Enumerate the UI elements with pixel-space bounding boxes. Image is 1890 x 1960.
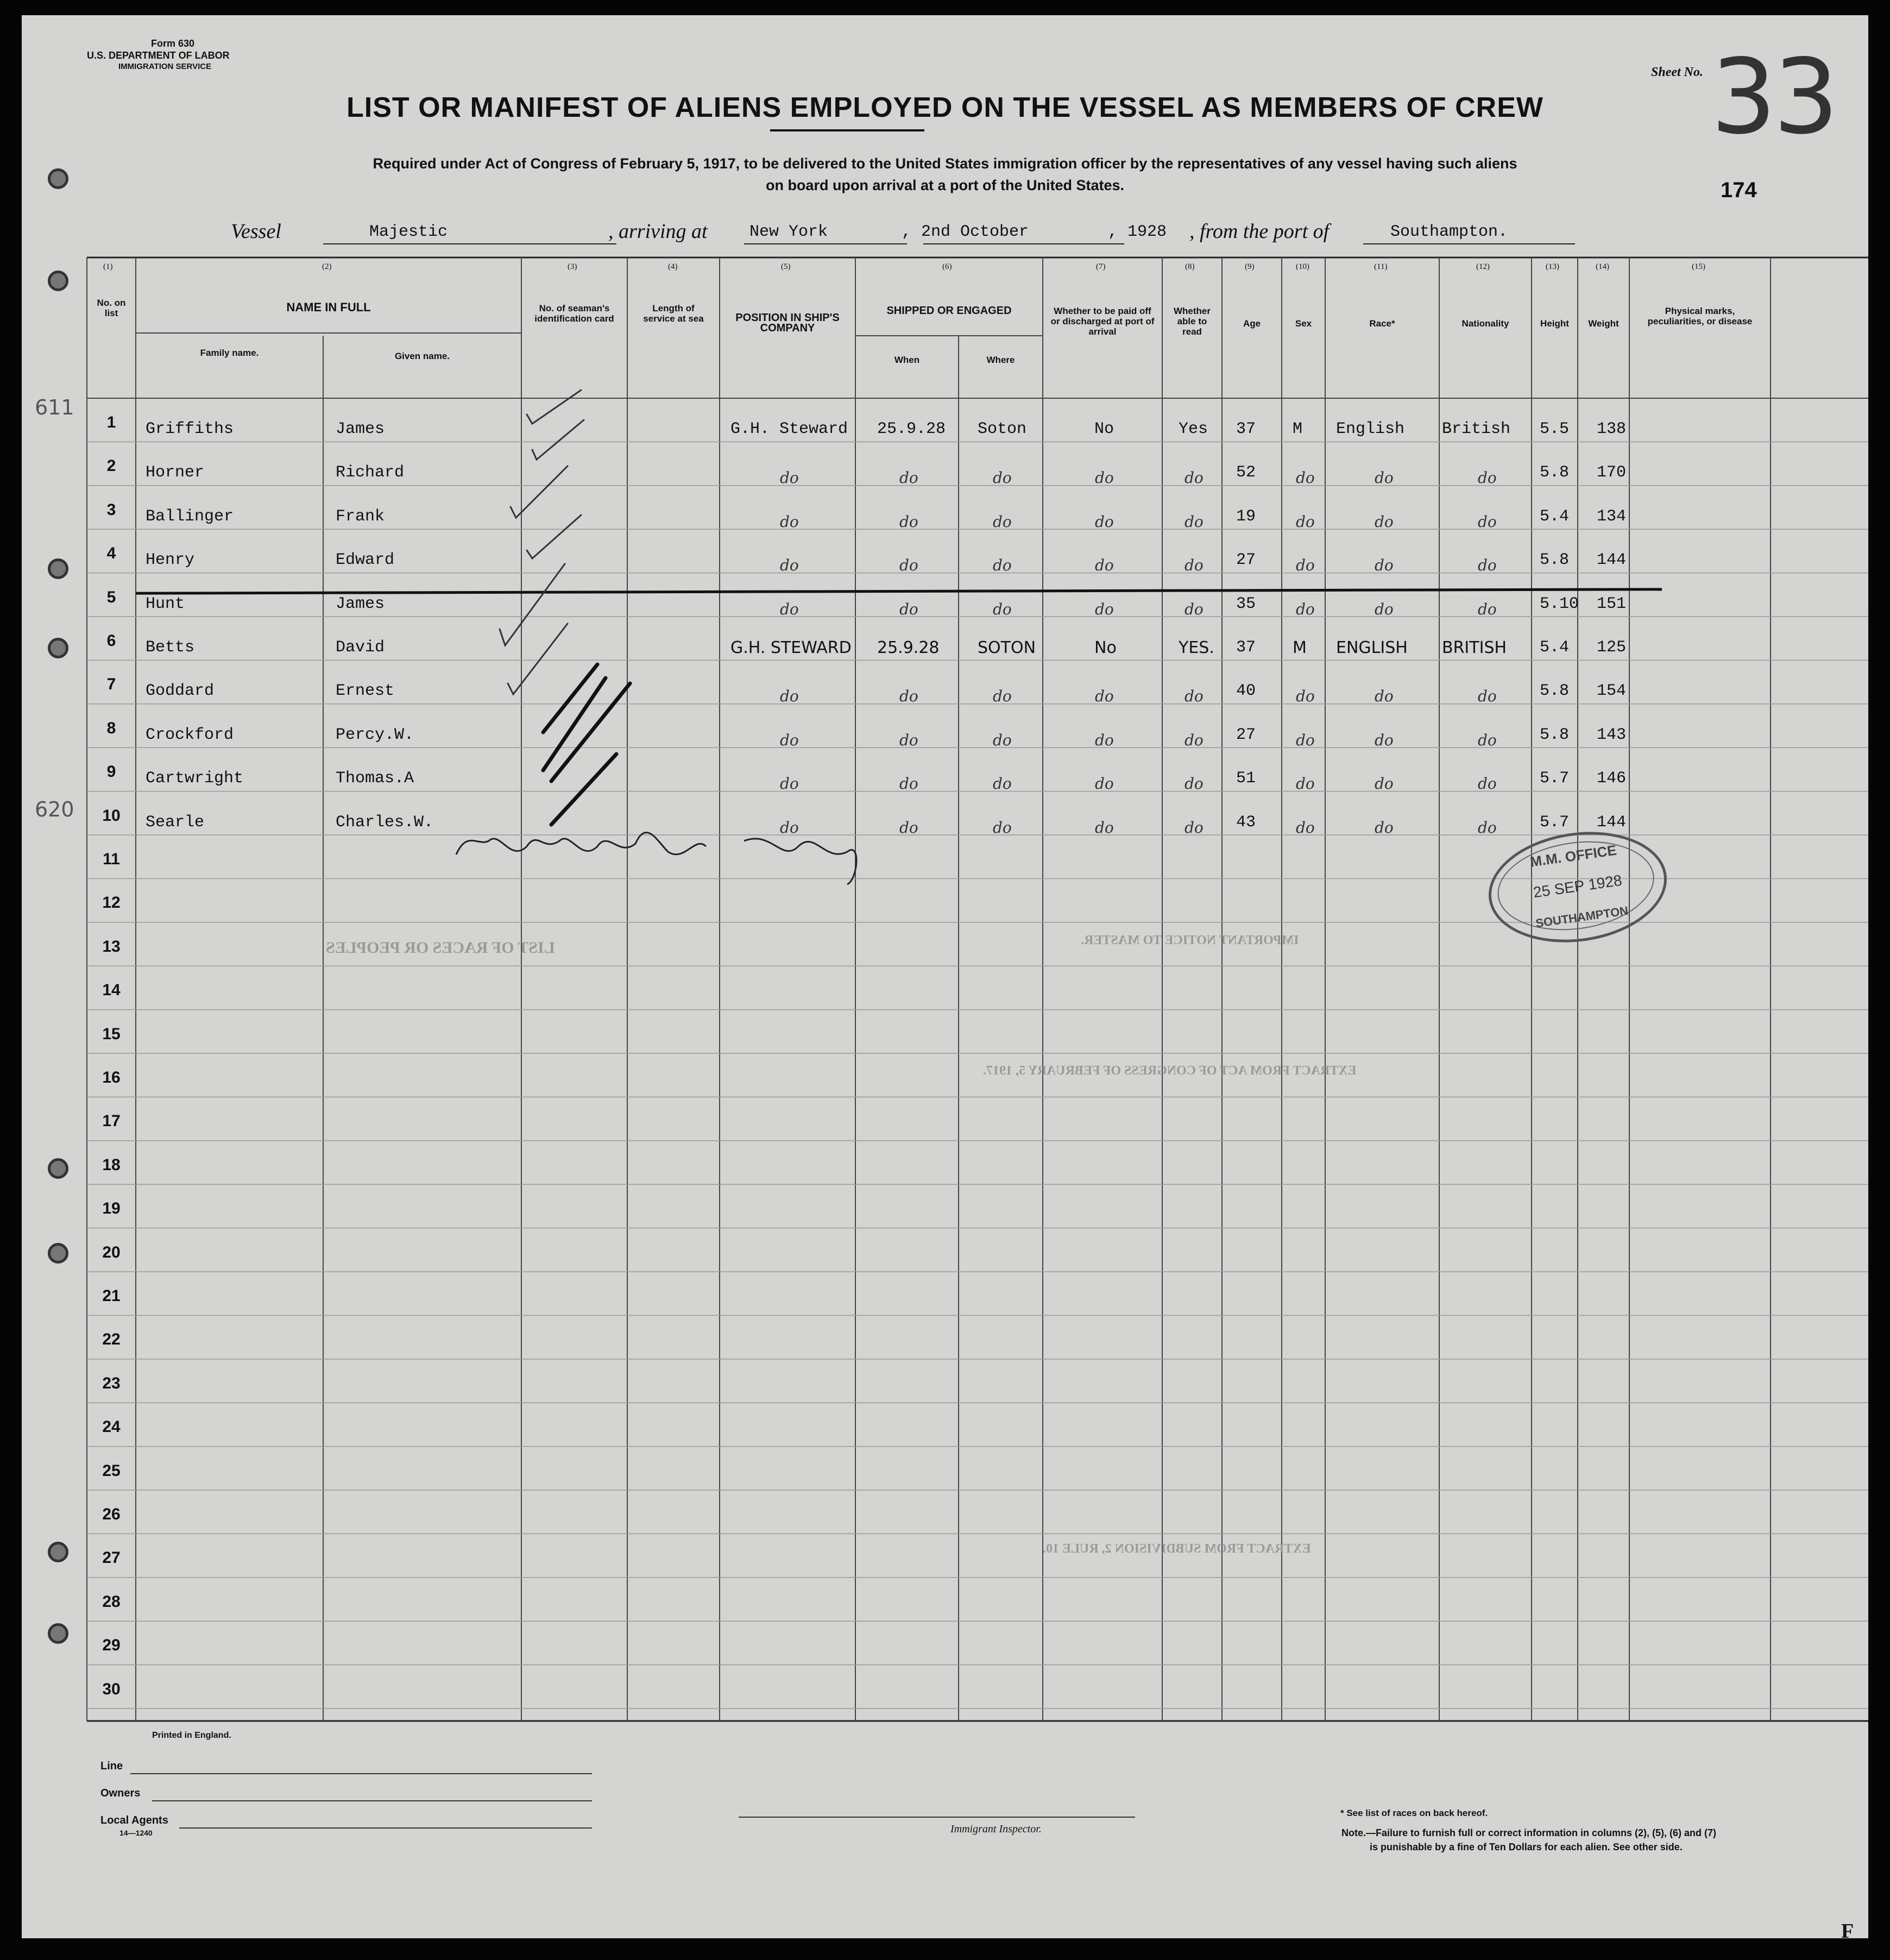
- crew-given: Percy.W.: [336, 725, 414, 744]
- crew-nationality: do: [1478, 687, 1497, 706]
- margin-note-bottom: 620: [35, 797, 74, 821]
- header-family-name: Family name.: [200, 348, 259, 358]
- crew-position: do: [780, 687, 799, 706]
- crew-age: 40: [1236, 682, 1256, 701]
- crew-when: do: [899, 731, 918, 749]
- crew-race: do: [1375, 556, 1394, 575]
- header-physical: Physical marks, peculiarities, or disease: [1647, 306, 1753, 326]
- crew-paid: do: [1095, 512, 1114, 531]
- row-number: 20: [102, 1243, 121, 1261]
- crew-when: do: [899, 818, 918, 837]
- header-paid-off: Whether to be paid off or discharged at port of arrival: [1050, 306, 1155, 337]
- crew-where: Soton: [978, 420, 1027, 438]
- form-title: LIST OR MANIFEST OF ALIENS EMPLOYED ON THE VESSEL AS MEMBERS OF CREW: [346, 92, 1544, 123]
- row-number: 27: [102, 1549, 121, 1567]
- crew-where: do: [993, 556, 1012, 575]
- row-number: 11: [103, 850, 120, 868]
- crew-age: 51: [1236, 769, 1256, 788]
- penalty-note-1: Note.—Failure to furnish full or correct information in columns (2), (5), (6) and (7): [1341, 1827, 1717, 1838]
- crew-where: do: [993, 600, 1012, 618]
- row-number: 25: [102, 1461, 121, 1480]
- owners-underline: [152, 1800, 592, 1801]
- col-num-10: (10): [1296, 262, 1309, 271]
- arriving-label: , arriving at: [608, 220, 708, 243]
- manifest-sheet: [22, 15, 1868, 1938]
- inspector-label: Immigrant Inspector.: [950, 1823, 1042, 1835]
- crew-read: do: [1185, 818, 1204, 837]
- header-able-read: Whether able to read: [1174, 306, 1211, 337]
- arrival-year: , 1928: [1108, 223, 1167, 241]
- crew-age: 43: [1236, 813, 1256, 832]
- page-number: 174: [1721, 178, 1757, 202]
- header-no-on-list: No. on list: [97, 298, 126, 318]
- crew-where: do: [993, 818, 1012, 837]
- crew-sex: do: [1296, 731, 1315, 749]
- crew-height: 5.8: [1540, 463, 1570, 482]
- crew-paid: do: [1095, 818, 1114, 837]
- crew-age: 35: [1236, 594, 1256, 613]
- bleed-through-heading-3: EXTRACT FROM SUBDIVISION 2, RULE 10.: [1043, 1542, 1311, 1556]
- row-number: 10: [102, 806, 121, 825]
- crew-paid: do: [1095, 731, 1114, 749]
- bleed-through-heading-1: IMPORTANT NOTICE TO MASTER.: [1081, 933, 1299, 947]
- header-weight: Weight: [1588, 318, 1619, 329]
- col-num-5: (5): [781, 262, 791, 271]
- row-number: 8: [106, 719, 116, 737]
- header-length-service: Length of service at sea: [643, 303, 704, 324]
- crew-family: Hunt: [146, 594, 185, 613]
- crew-weight: 125: [1597, 638, 1627, 657]
- printed-in: Printed in England.: [152, 1731, 231, 1740]
- row-number: 18: [102, 1155, 121, 1174]
- crew-age: 52: [1236, 463, 1256, 482]
- crew-family: Griffiths: [146, 420, 234, 438]
- crew-weight: 151: [1597, 594, 1627, 613]
- crew-where: do: [993, 469, 1012, 487]
- row-number: 29: [102, 1636, 121, 1655]
- row-number: 16: [102, 1069, 121, 1086]
- corner-mark: F: [1841, 1920, 1854, 1938]
- crew-nationality: BRITISH: [1442, 638, 1507, 657]
- crew-given: Edward: [336, 551, 395, 570]
- crew-position: do: [780, 556, 799, 575]
- crew-read: do: [1185, 600, 1204, 618]
- crew-race: do: [1375, 818, 1394, 837]
- header-when: When: [894, 355, 920, 365]
- row-number: 19: [102, 1199, 121, 1218]
- row-number: 22: [102, 1330, 121, 1349]
- crew-nationality: British: [1442, 420, 1511, 438]
- crew-when: do: [899, 469, 918, 487]
- header-given-name: Given name.: [394, 351, 450, 361]
- crew-age: 19: [1236, 507, 1256, 526]
- crew-height: 5.7: [1540, 769, 1570, 788]
- margin-note-top: 611: [35, 395, 74, 419]
- crew-age: 37: [1236, 638, 1256, 657]
- crew-nationality: do: [1478, 469, 1497, 487]
- crew-paid: do: [1095, 469, 1114, 487]
- bleed-through-heading-4: LIST OF RACES OR PEOPLES: [326, 939, 555, 957]
- crew-position: G.H. STEWARD: [730, 638, 852, 657]
- row-number: 6: [106, 632, 116, 650]
- crew-height: 5.8: [1540, 682, 1570, 701]
- crew-sex: do: [1296, 687, 1315, 706]
- crew-family: Henry: [146, 551, 195, 570]
- crew-sex: M: [1293, 638, 1307, 657]
- row-number: 12: [102, 894, 121, 912]
- col-num-6: (6): [942, 262, 952, 271]
- row-number: 7: [106, 675, 116, 694]
- crew-when: do: [899, 687, 918, 706]
- crew-read: do: [1185, 512, 1204, 531]
- row-number: 9: [106, 763, 116, 781]
- check-marks: [22, 15, 1868, 1938]
- inspector-underline: [739, 1817, 1135, 1818]
- crew-age: 37: [1236, 420, 1256, 438]
- crew-position: do: [780, 775, 799, 793]
- arrival-date: , 2nd October: [902, 223, 1029, 241]
- crew-family: Ballinger: [146, 507, 234, 526]
- stamp-date: 25 SEP 1928: [1532, 871, 1623, 901]
- crew-nationality: do: [1478, 556, 1497, 575]
- crew-height: 5.4: [1540, 507, 1570, 526]
- crew-height: 5.5: [1540, 420, 1570, 438]
- row-number: 13: [102, 937, 121, 956]
- crew-position: do: [780, 731, 799, 749]
- row-number: 23: [102, 1374, 121, 1392]
- crew-when: do: [899, 775, 918, 793]
- header-shipped: SHIPPED OR ENGAGED: [886, 305, 1012, 317]
- col-num-1: (1): [103, 262, 113, 271]
- crew-when: 25.9.28: [877, 420, 946, 438]
- crew-nationality: do: [1478, 600, 1497, 618]
- bleed-through-heading-2: EXTRACT FROM ACT OF CONGRESS OF FEBRUARY 5, 1917.: [983, 1064, 1357, 1078]
- row-number: 4: [106, 544, 116, 563]
- crew-race: do: [1375, 775, 1394, 793]
- row-number: 30: [102, 1680, 121, 1698]
- form-subtitle-2: on board upon arrival at a port of the United States.: [765, 177, 1125, 193]
- crew-position: do: [780, 512, 799, 531]
- form-number: Form 630: [151, 38, 195, 49]
- stamp-office: M.M. OFFICE: [1529, 841, 1618, 870]
- crew-sex: do: [1296, 775, 1315, 793]
- header-nationality: Nationality: [1461, 318, 1509, 329]
- col-num-15: (15): [1692, 262, 1705, 271]
- col-num-9: (9): [1245, 262, 1255, 271]
- crew-weight: 138: [1597, 420, 1627, 438]
- crew-height: 5.10: [1540, 594, 1579, 613]
- row-number: 3: [106, 500, 116, 519]
- crew-paid: do: [1095, 556, 1114, 575]
- crew-read: do: [1185, 556, 1204, 575]
- row-number: 15: [102, 1025, 121, 1043]
- col-num-3: (3): [568, 262, 577, 271]
- crew-given: David: [336, 638, 385, 657]
- row-number: 5: [106, 588, 116, 606]
- vessel-name: Majestic: [369, 223, 448, 241]
- crew-given: Richard: [336, 463, 405, 482]
- crew-where: do: [993, 775, 1012, 793]
- crew-family: Searle: [146, 813, 205, 832]
- crew-race: ENGLISH: [1336, 638, 1408, 657]
- departure-port: Southampton.: [1390, 223, 1508, 241]
- crew-weight: 170: [1597, 463, 1627, 482]
- crew-sex: do: [1296, 600, 1315, 618]
- crew-race: do: [1375, 687, 1394, 706]
- from-label: , from the port of: [1189, 220, 1330, 243]
- header-height: Height: [1540, 318, 1569, 329]
- crew-position: G.H. Steward: [730, 420, 848, 438]
- footer-code: 14—1240: [119, 1829, 153, 1837]
- col-num-14: (14): [1596, 262, 1609, 271]
- crew-family: Crockford: [146, 725, 234, 744]
- crew-height: 5.4: [1540, 638, 1570, 657]
- crew-height: 5.8: [1540, 551, 1570, 570]
- header-age: Age: [1243, 318, 1261, 329]
- crew-weight: 144: [1597, 813, 1627, 832]
- crew-where: do: [993, 731, 1012, 749]
- crew-paid: No: [1094, 420, 1114, 438]
- footer-agents-label: Local Agents: [100, 1814, 168, 1826]
- row-number: 21: [102, 1287, 121, 1305]
- department-name: U.S. DEPARTMENT OF LABOR: [87, 50, 230, 61]
- crew-given: Frank: [336, 507, 385, 526]
- header-position: POSITION IN SHIP'S COMPANY: [735, 312, 840, 334]
- header-sex: Sex: [1295, 318, 1312, 329]
- crew-family: Horner: [146, 463, 205, 482]
- crew-read: YES.: [1179, 638, 1214, 657]
- crew-race: do: [1375, 469, 1394, 487]
- col-num-8: (8): [1185, 262, 1195, 271]
- crew-read: Yes: [1179, 420, 1208, 438]
- crew-weight: 146: [1597, 769, 1627, 788]
- crew-when: do: [899, 600, 918, 618]
- col-num-4: (4): [668, 262, 678, 271]
- crew-sex: M: [1293, 420, 1303, 438]
- footer-owners-label: Owners: [100, 1787, 141, 1799]
- crew-when: do: [899, 512, 918, 531]
- row-number: 1: [106, 413, 116, 431]
- crew-nationality: do: [1478, 775, 1497, 793]
- crew-paid: No: [1094, 638, 1117, 657]
- row-number: 26: [102, 1505, 121, 1523]
- col-num-12: (12): [1476, 262, 1490, 271]
- crew-read: do: [1185, 775, 1204, 793]
- header-name-in-full: NAME IN FULL: [286, 300, 371, 314]
- crew-nationality: do: [1478, 731, 1497, 749]
- line-underline: [130, 1773, 592, 1774]
- arrival-port: New York: [749, 223, 828, 241]
- row-number: 2: [106, 457, 116, 475]
- col-num-2: (2): [322, 262, 332, 271]
- header-race: Race*: [1369, 318, 1395, 329]
- crew-sex: do: [1296, 556, 1315, 575]
- crew-when: do: [899, 556, 918, 575]
- crew-where: SOTON: [978, 638, 1036, 657]
- crew-nationality: do: [1478, 512, 1497, 531]
- crew-paid: do: [1095, 600, 1114, 618]
- penalty-note-2: is punishable by a fine of Ten Dollars for each alien. See other side.: [1370, 1842, 1683, 1852]
- col-num-13: (13): [1546, 262, 1559, 271]
- crew-paid: do: [1095, 687, 1114, 706]
- agents-underline: [179, 1827, 592, 1829]
- crew-given: James: [336, 420, 385, 438]
- crew-given: Ernest: [336, 682, 395, 701]
- crew-height: 5.8: [1540, 725, 1570, 744]
- crew-age: 27: [1236, 725, 1256, 744]
- crew-race: do: [1375, 512, 1394, 531]
- service-name: IMMIGRATION SERVICE: [118, 62, 212, 71]
- footer-line-label: Line: [100, 1760, 123, 1772]
- crew-family: Goddard: [146, 682, 215, 701]
- crew-age: 27: [1236, 551, 1256, 570]
- row-number: 17: [102, 1112, 121, 1130]
- crew-position: do: [780, 600, 799, 618]
- crew-race: do: [1375, 600, 1394, 618]
- stamp-location: SOUTHAMPTON: [1534, 903, 1629, 931]
- crew-family: Betts: [146, 638, 195, 657]
- crew-given: Thomas.A: [336, 769, 414, 788]
- row-number: 28: [102, 1592, 121, 1611]
- col-num-7: (7): [1096, 262, 1106, 271]
- crew-weight: 154: [1597, 682, 1627, 701]
- crew-paid: do: [1095, 775, 1114, 793]
- crew-given: Charles.W.: [336, 813, 434, 832]
- crew-weight: 144: [1597, 551, 1627, 570]
- crew-where: do: [993, 512, 1012, 531]
- crew-family: Cartwright: [146, 769, 244, 788]
- crew-when: 25.9.28: [877, 638, 940, 657]
- crew-height: 5.7: [1540, 813, 1570, 832]
- crew-race: do: [1375, 731, 1394, 749]
- row-number: 24: [102, 1418, 121, 1436]
- crew-read: do: [1185, 469, 1204, 487]
- crew-read: do: [1185, 687, 1204, 706]
- crew-race: English: [1336, 420, 1405, 438]
- crew-sex: do: [1296, 469, 1315, 487]
- crew-sex: do: [1296, 512, 1315, 531]
- crew-weight: 134: [1597, 507, 1627, 526]
- crew-position: do: [780, 818, 799, 837]
- header-where: Where: [986, 355, 1015, 365]
- col-num-11: (11): [1374, 262, 1388, 271]
- crew-weight: 143: [1597, 725, 1627, 744]
- header-seaman-card: No. of seaman's identification card: [534, 303, 614, 324]
- sheet-label: Sheet No.: [1651, 65, 1703, 79]
- races-note: * See list of races on back hereof.: [1340, 1808, 1488, 1818]
- crew-position: do: [780, 469, 799, 487]
- sheet-number: 33: [1711, 37, 1836, 157]
- form-subtitle-1: Required under Act of Congress of February 5, 1917, to be delivered to the United States immigration officer by the representatives of any vessel having such aliens: [373, 155, 1517, 172]
- crew-sex: do: [1296, 818, 1315, 837]
- crew-given: James: [336, 594, 385, 613]
- crew-read: do: [1185, 731, 1204, 749]
- crew-where: do: [993, 687, 1012, 706]
- crew-nationality: do: [1478, 818, 1497, 837]
- vessel-label: Vessel: [231, 220, 281, 243]
- row-number: 14: [102, 981, 121, 1000]
